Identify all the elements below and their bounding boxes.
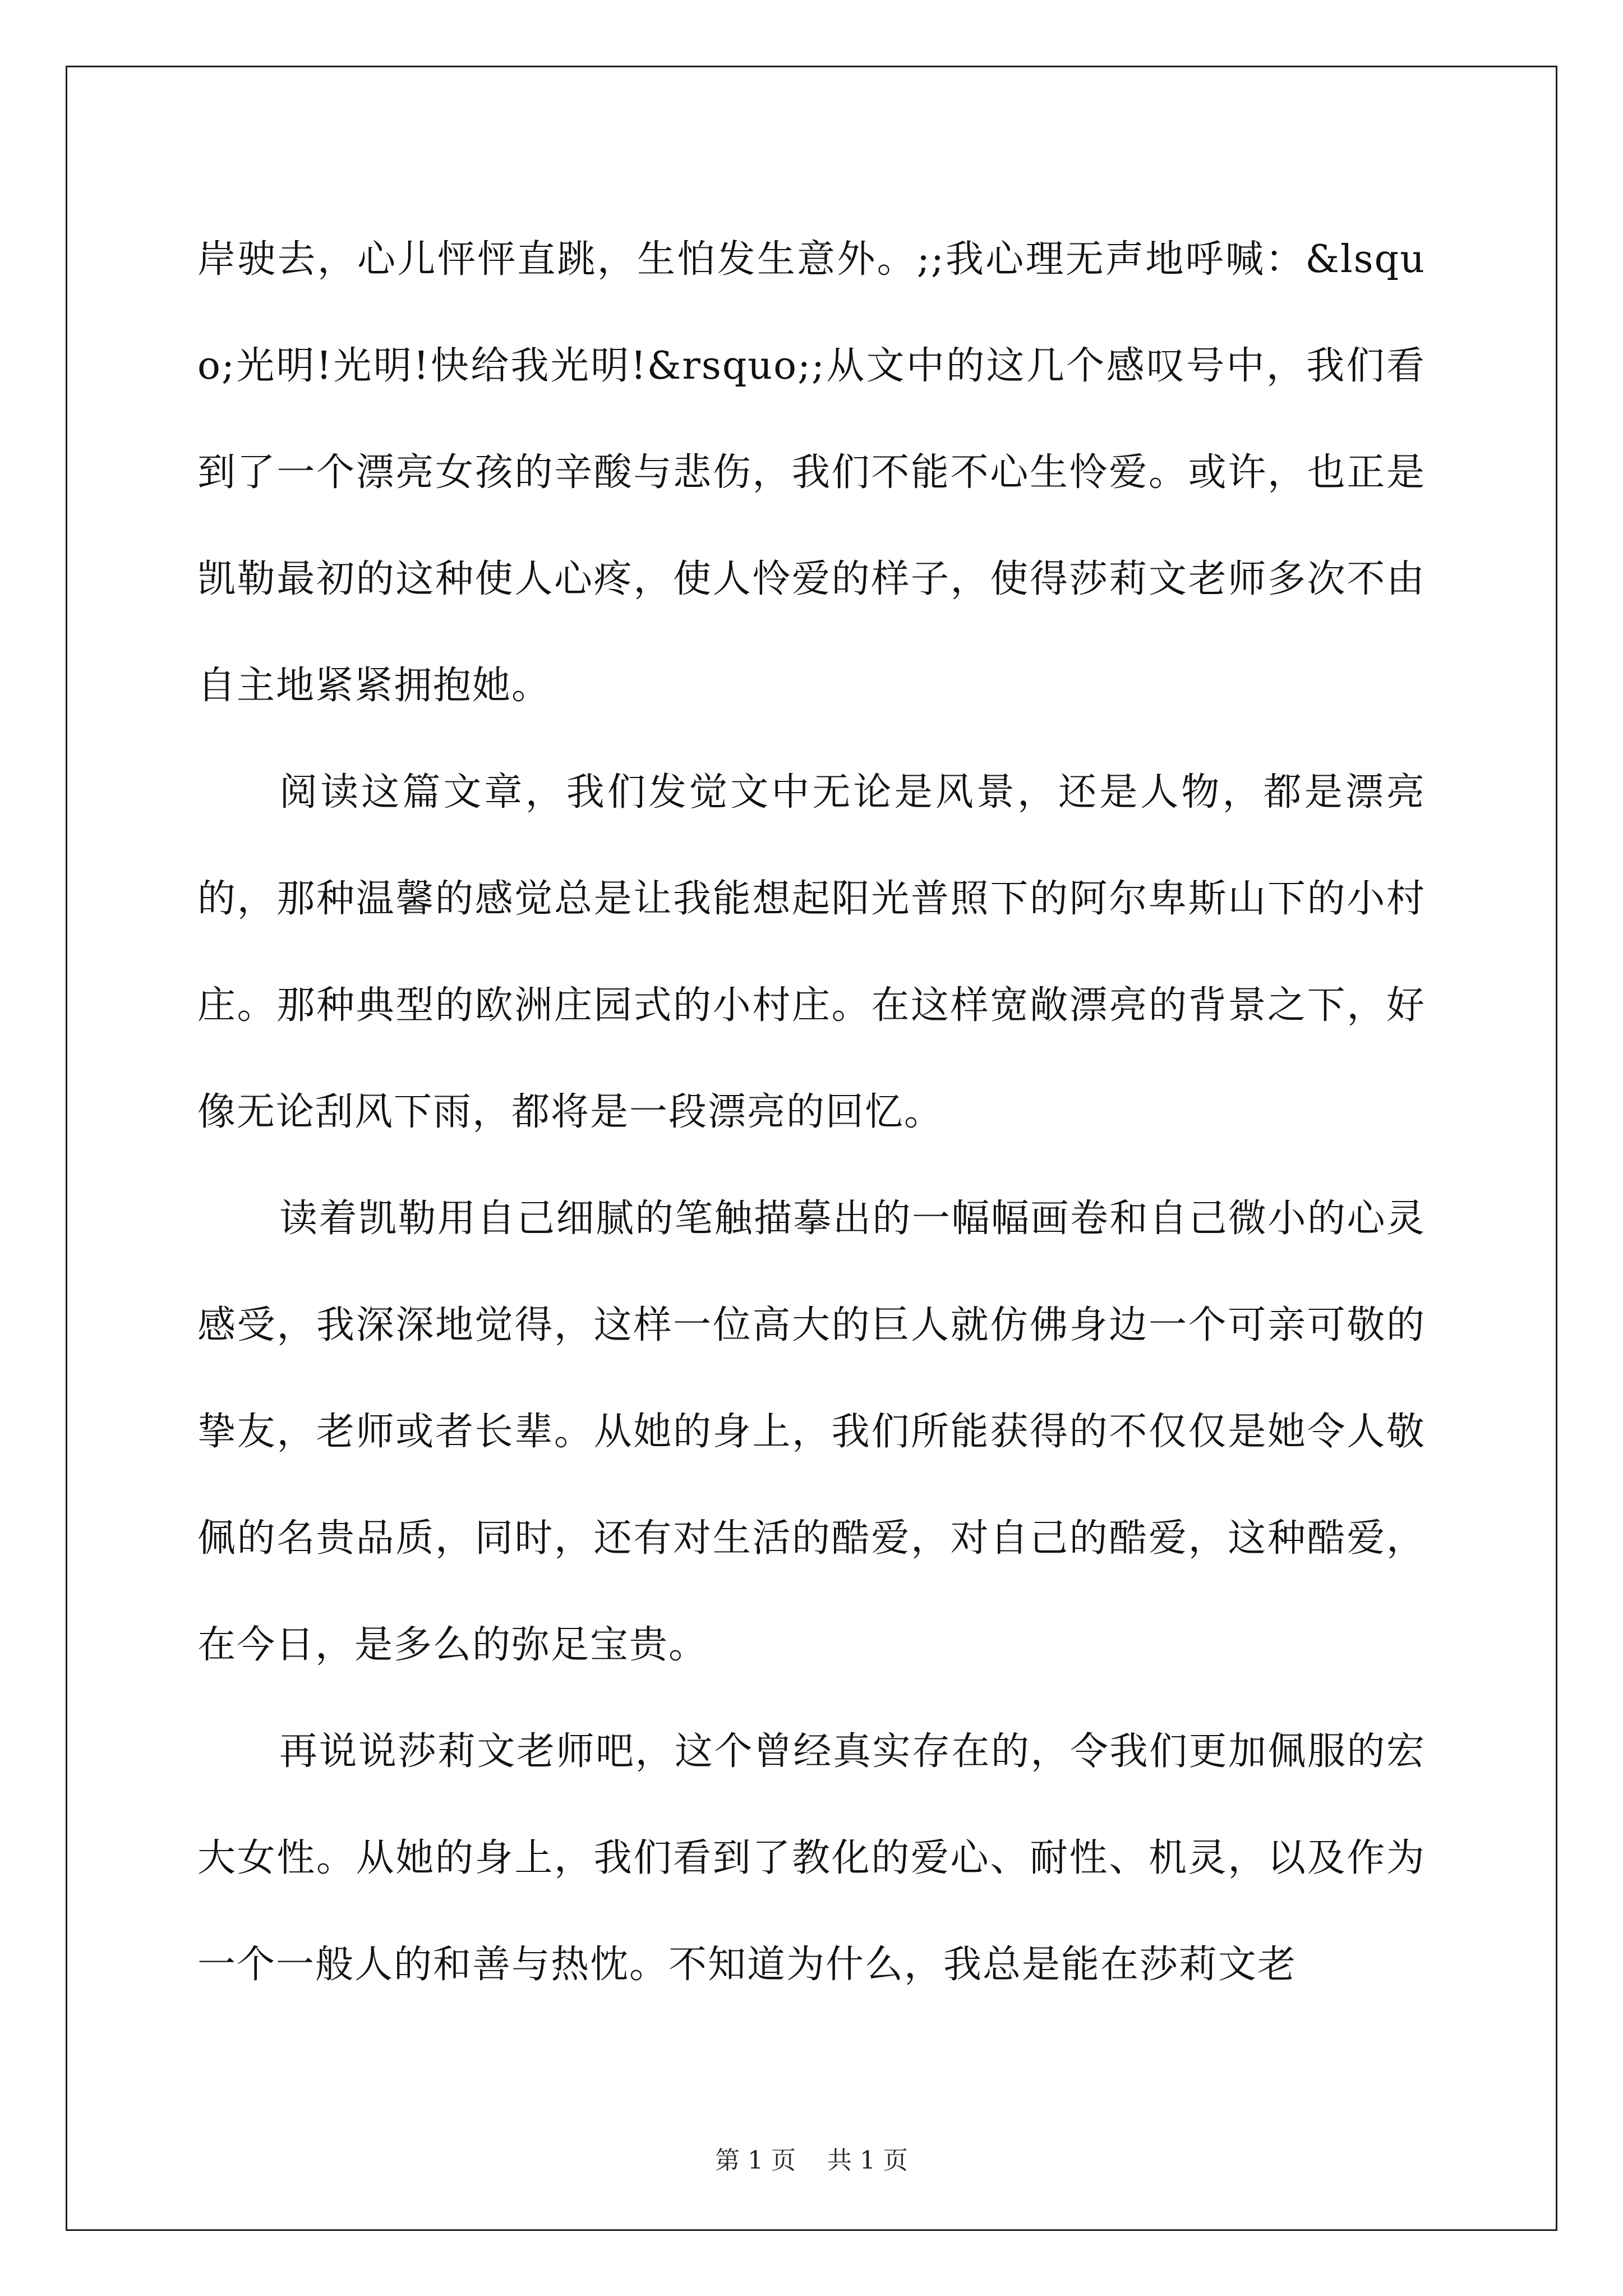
paragraph-3: 读着凯勒用自己细腻的笔触描摹出的一幅幅画卷和自己微小的心灵感受，我深深地觉得，这样一位高大的巨人就仿佛身边一个可亲可敬的挚友，老师或者长辈。从她的身上，我们所能获得的不仅仅是她令人敬佩的名贵品质，同时，还有对生活的酷爱，对自己的酷爱，这种酷爱，在今日，是多么的弥足宝贵。 — [197, 1197, 1426, 1667]
document-body — [197, 206, 1426, 2018]
paragraph-2: 阅读这篇文章，我们发觉文中无论是风景，还是人物，都是漂亮的，那种温馨的感觉总是让我能想起阳光普照下的阿尔卑斯山下的小村庄。那种典型的欧洲庄园式的小村庄。在这样宽敞漂亮的背景之下，好像无论刮风下雨，都将是一段漂亮的回忆。 — [197, 770, 1426, 1134]
paragraph-4: 再说说莎莉文老师吧，这个曾经真实存在的，令我们更加佩服的宏大女性。从她的身上，我们看到了教化的爱心、耐性、机灵，以及作为一个一般人的和善与热忱。不知道为什么，我总是能在莎莉文老 — [197, 1729, 1426, 1987]
paragraph-1: 岸驶去，心儿怦怦直跳，生怕发生意外。;;我心理无声地呼喊：&lsquo;光明!光明!快给我光明!&rsquo;;从文中的这几个感叹号中，我们看到了一个漂亮女孩的辛酸与悲伤，我们不能不心生怜爱。或许，也正是凯勒最初的这种使人心疼，使人怜爱的样子，使得莎莉文老师多次不由自主地紧紧拥抱她。 — [197, 237, 1426, 708]
page-footer: 第 1 页 共 1 页 — [715, 2146, 908, 2175]
